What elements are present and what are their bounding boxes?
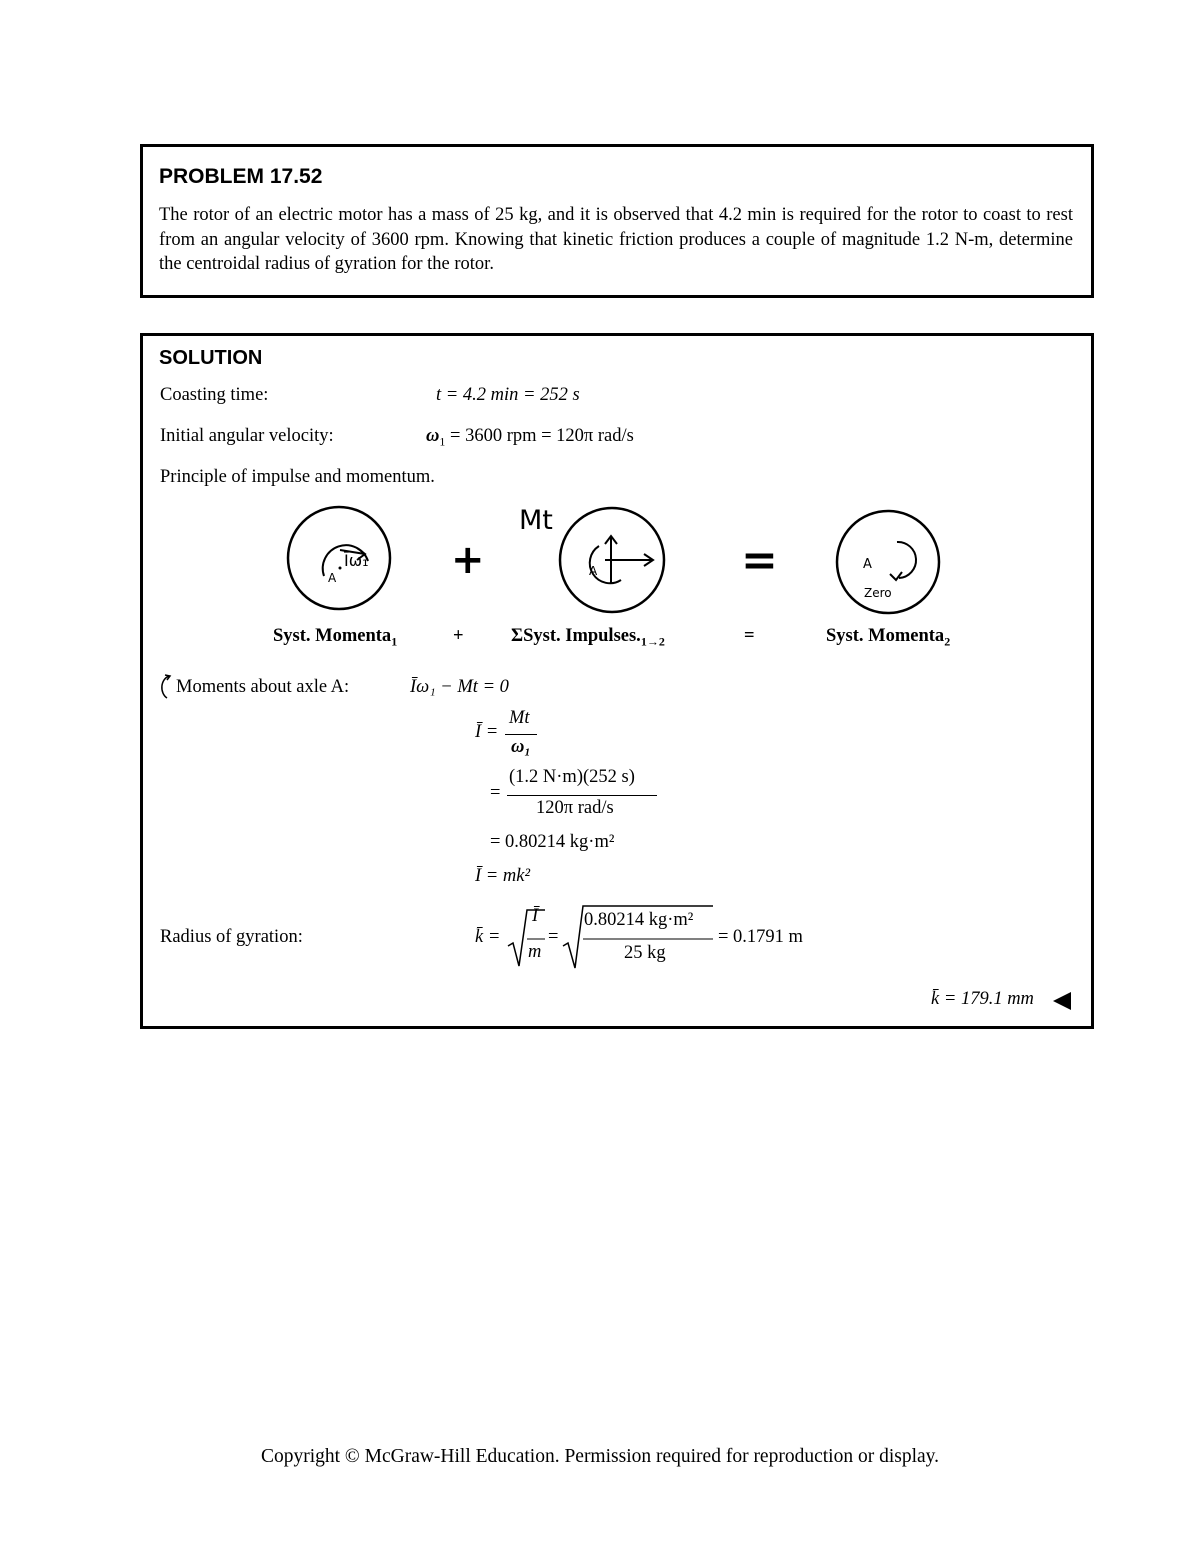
equation-2-numerator: Mt — [509, 708, 530, 728]
caption-momenta-1: Syst. Momenta$_1$ — [273, 626, 398, 649]
zero-label: Zero — [864, 586, 892, 600]
equation-3-equals: = — [490, 783, 501, 803]
caption-impulses: ΣSyst. $Impulses._{1\to 2}$ — [511, 626, 665, 649]
impulse-arrow — [605, 554, 653, 566]
problem-statement: The rotor of an electric motor has a mass of 25 kg, and it is observed that 4.2 min is required for the rotor to coast to rest from an angular velocity of 3600 rpm. Knowing that kinetic friction produces a couple of magnitude 1.2 N-m, determine the centroidal radius of gyration for the rotor. — [159, 205, 1073, 274]
initial-velocity-label: Initial angular velocity: — [160, 426, 334, 446]
mt-label: Mt — [519, 505, 553, 536]
moment-direction-icon — [157, 672, 173, 700]
diagram-plus: + — [451, 537, 485, 583]
zero-arc — [897, 542, 916, 578]
equation-2-lhs: Ī = — [475, 722, 499, 742]
circle3-a-label: A — [863, 557, 872, 572]
equation-6-numerator: 0.80214 kg·m² — [584, 910, 694, 930]
initial-velocity-equation: $\omega_1 = 3600$ rpm = 120π rad/s — [426, 426, 634, 449]
radius-label: Radius of gyration: — [160, 927, 303, 947]
equation-4: = 0.80214 kg·m² — [490, 832, 615, 852]
equation-6-frac-denominator: m — [528, 942, 542, 962]
caption-equals: = — [744, 626, 755, 646]
coasting-time-label: Coasting time: — [160, 385, 269, 405]
caption-plus: + — [453, 626, 464, 646]
moments-label: Moments about axle A: — [176, 677, 350, 697]
principle-text: Principle of impulse and momentum. — [160, 467, 435, 487]
solution-title: SOLUTION — [159, 347, 263, 369]
copyright-notice: Copyright © McGraw-Hill Education. Permission required for reproduction or display. — [260, 1446, 940, 1467]
equation-6-frac-numerator: Ī — [532, 906, 539, 926]
equation-1: Īω₁ − Mt = 0 — [410, 677, 509, 697]
equation-3-denominator: 120π rad/s — [536, 798, 614, 818]
answer-marker-icon — [1051, 990, 1073, 1012]
solution-box — [140, 333, 1094, 1029]
circle1-iw-label: Īω₁ — [344, 551, 369, 570]
rotor-circle-1 — [288, 507, 390, 609]
caption-momenta-2: Syst. Momenta$_2$ — [826, 626, 951, 649]
problem-box — [140, 144, 1094, 298]
impulse-momentum-diagram — [143, 496, 1091, 626]
equation-6-equals: = — [548, 927, 559, 947]
equation-6-denominator: 25 kg — [624, 943, 666, 963]
coasting-time-equation: t = 4.2 min = 252 s — [436, 385, 580, 405]
equation-6-result: = 0.1791 m — [718, 927, 803, 947]
equation-5: Ī = mk² — [475, 866, 531, 886]
equation-6-lhs: k̄ = — [475, 927, 501, 947]
equation-3-numerator: (1.2 N·m)(252 s) — [509, 767, 635, 787]
circle1-a-label: A — [328, 571, 337, 585]
final-answer: k̄ = 179.1 mm — [931, 989, 1034, 1009]
diagram-equals: = — [741, 535, 778, 586]
circle2-a-label: A — [589, 564, 598, 578]
equation-2-denominator: ω₁ — [511, 737, 531, 757]
problem-title: PROBLEM 17.52 — [159, 165, 323, 188]
